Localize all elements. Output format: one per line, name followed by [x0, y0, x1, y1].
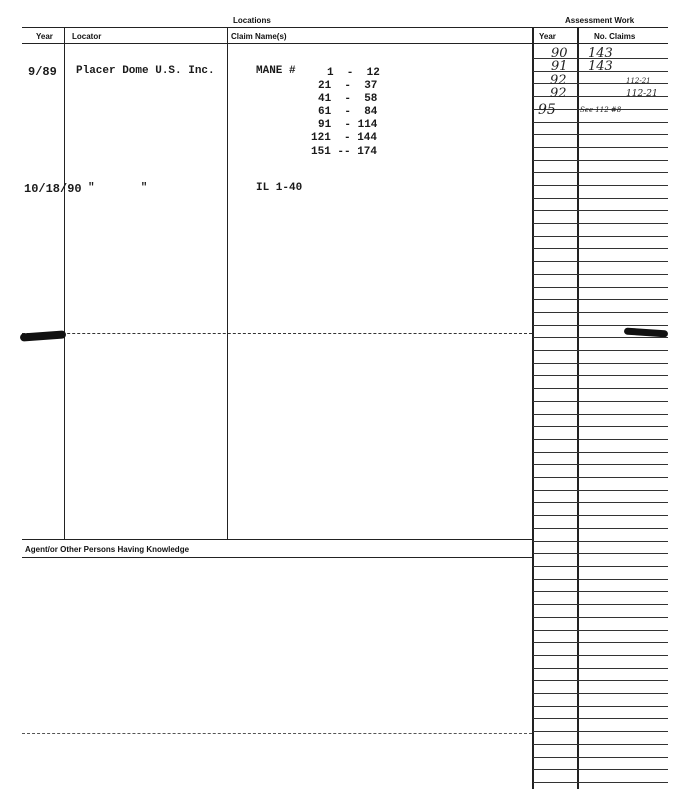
ledger-line — [533, 414, 668, 415]
claim-range: 61 - 84 — [318, 106, 378, 118]
divider-locator-claims — [227, 27, 228, 539]
ledger-line — [533, 655, 668, 656]
ledger-line — [533, 363, 668, 364]
claim-names-column-header: Claim Name(s) — [231, 32, 287, 41]
locator-column-header: Locator — [72, 32, 102, 41]
assessment-claims: See 112 #8 — [580, 106, 622, 114]
ledger-line — [533, 210, 668, 211]
ledger-line — [533, 160, 668, 161]
claim-range: 1 - 12 — [327, 67, 380, 79]
ink-smudge-left — [20, 330, 66, 341]
ledger-line — [533, 325, 668, 326]
assessment-year: 90 — [551, 46, 568, 61]
middle-faded-rule — [22, 333, 532, 334]
ledger-line — [533, 490, 668, 491]
ledger-line — [533, 502, 668, 503]
assessment-year: 92 — [550, 73, 567, 88]
ledger-line — [533, 579, 668, 580]
ledger-line — [533, 604, 668, 605]
ledger-line — [533, 312, 668, 313]
agent-header: Agent/or Other Persons Having Knowledge — [25, 545, 190, 554]
ledger-line — [533, 718, 668, 719]
ledger-line — [533, 198, 668, 199]
agent-top-rule — [22, 539, 532, 540]
ledger-line — [533, 172, 668, 173]
ledger-line — [533, 744, 668, 745]
ledger-line — [533, 477, 668, 478]
ledger-line — [533, 706, 668, 707]
ledger-line — [533, 642, 668, 643]
ledger-line — [533, 566, 668, 567]
assessment-year-column-header: Year — [539, 32, 556, 41]
ledger-line — [533, 223, 668, 224]
ledger-line — [533, 769, 668, 770]
ledger-line — [533, 553, 668, 554]
ledger-line — [533, 287, 668, 288]
ledger-line — [533, 236, 668, 237]
ledger-line — [533, 439, 668, 440]
ledger-line — [533, 147, 668, 148]
header-top-rule — [22, 27, 668, 28]
assessment-claims: 112-21 — [626, 77, 651, 85]
assessment-year: 91 — [551, 59, 568, 74]
locations-header: Locations — [233, 16, 271, 25]
ledger-line — [533, 350, 668, 351]
divider-claims-assessment — [532, 27, 534, 789]
ledger-line — [533, 426, 668, 427]
entry-claim-prefix: IL 1-40 — [256, 182, 303, 194]
ledger-line — [533, 680, 668, 681]
claim-range: 121 - 144 — [311, 132, 378, 144]
ledger-line — [533, 757, 668, 758]
ledger-line — [533, 274, 668, 275]
assessment-work-header: Assessment Work — [565, 16, 635, 25]
assessment-claims: 143 — [588, 59, 613, 74]
year-column-header: Year — [36, 32, 53, 41]
assessment-claims: 143 — [588, 46, 613, 61]
entry-locator: Placer Dome U.S. Inc. — [76, 65, 215, 77]
ledger-line — [533, 782, 668, 783]
ledger-line — [533, 630, 668, 631]
ledger-line — [533, 528, 668, 529]
header-bottom-rule — [22, 43, 668, 44]
entry-locator: " " — [88, 182, 148, 194]
claim-range: 151 -- 174 — [311, 146, 378, 158]
ledger-line — [533, 617, 668, 618]
agent-bottom-rule — [22, 557, 532, 558]
claim-range: 41 - 58 — [318, 93, 378, 105]
entry-year: 10/18/90 — [24, 182, 82, 196]
claim-range: 21 - 37 — [318, 80, 378, 92]
claim-range: 91 - 114 — [318, 119, 378, 131]
ledger-line — [533, 299, 668, 300]
ledger-line — [533, 541, 668, 542]
ledger-line — [533, 261, 668, 262]
ledger-line — [533, 693, 668, 694]
ledger-line — [533, 337, 668, 338]
entry-year: 9/89 — [28, 65, 57, 79]
ledger-line — [533, 375, 668, 376]
divider-year-locator — [64, 27, 65, 539]
ledger-line — [533, 248, 668, 249]
no-claims-column-header: No. Claims — [594, 32, 636, 41]
ledger-line — [533, 464, 668, 465]
ledger-line — [533, 134, 668, 135]
divider-assessment-year-claims — [577, 27, 579, 789]
assessment-year: 95 — [538, 102, 556, 118]
ledger-line — [533, 122, 668, 123]
ledger-line — [533, 731, 668, 732]
ledger-line — [533, 185, 668, 186]
ledger-line — [533, 452, 668, 453]
ledger-line — [533, 515, 668, 516]
ledger-line — [533, 401, 668, 402]
entry-claim-prefix: MANE # — [256, 65, 296, 77]
bottom-faded-rule — [22, 733, 532, 734]
ledger-line — [533, 591, 668, 592]
ledger-line — [533, 388, 668, 389]
assessment-year: 92 — [550, 86, 567, 101]
ledger-line — [533, 668, 668, 669]
assessment-claims: 112-21 — [626, 89, 658, 99]
